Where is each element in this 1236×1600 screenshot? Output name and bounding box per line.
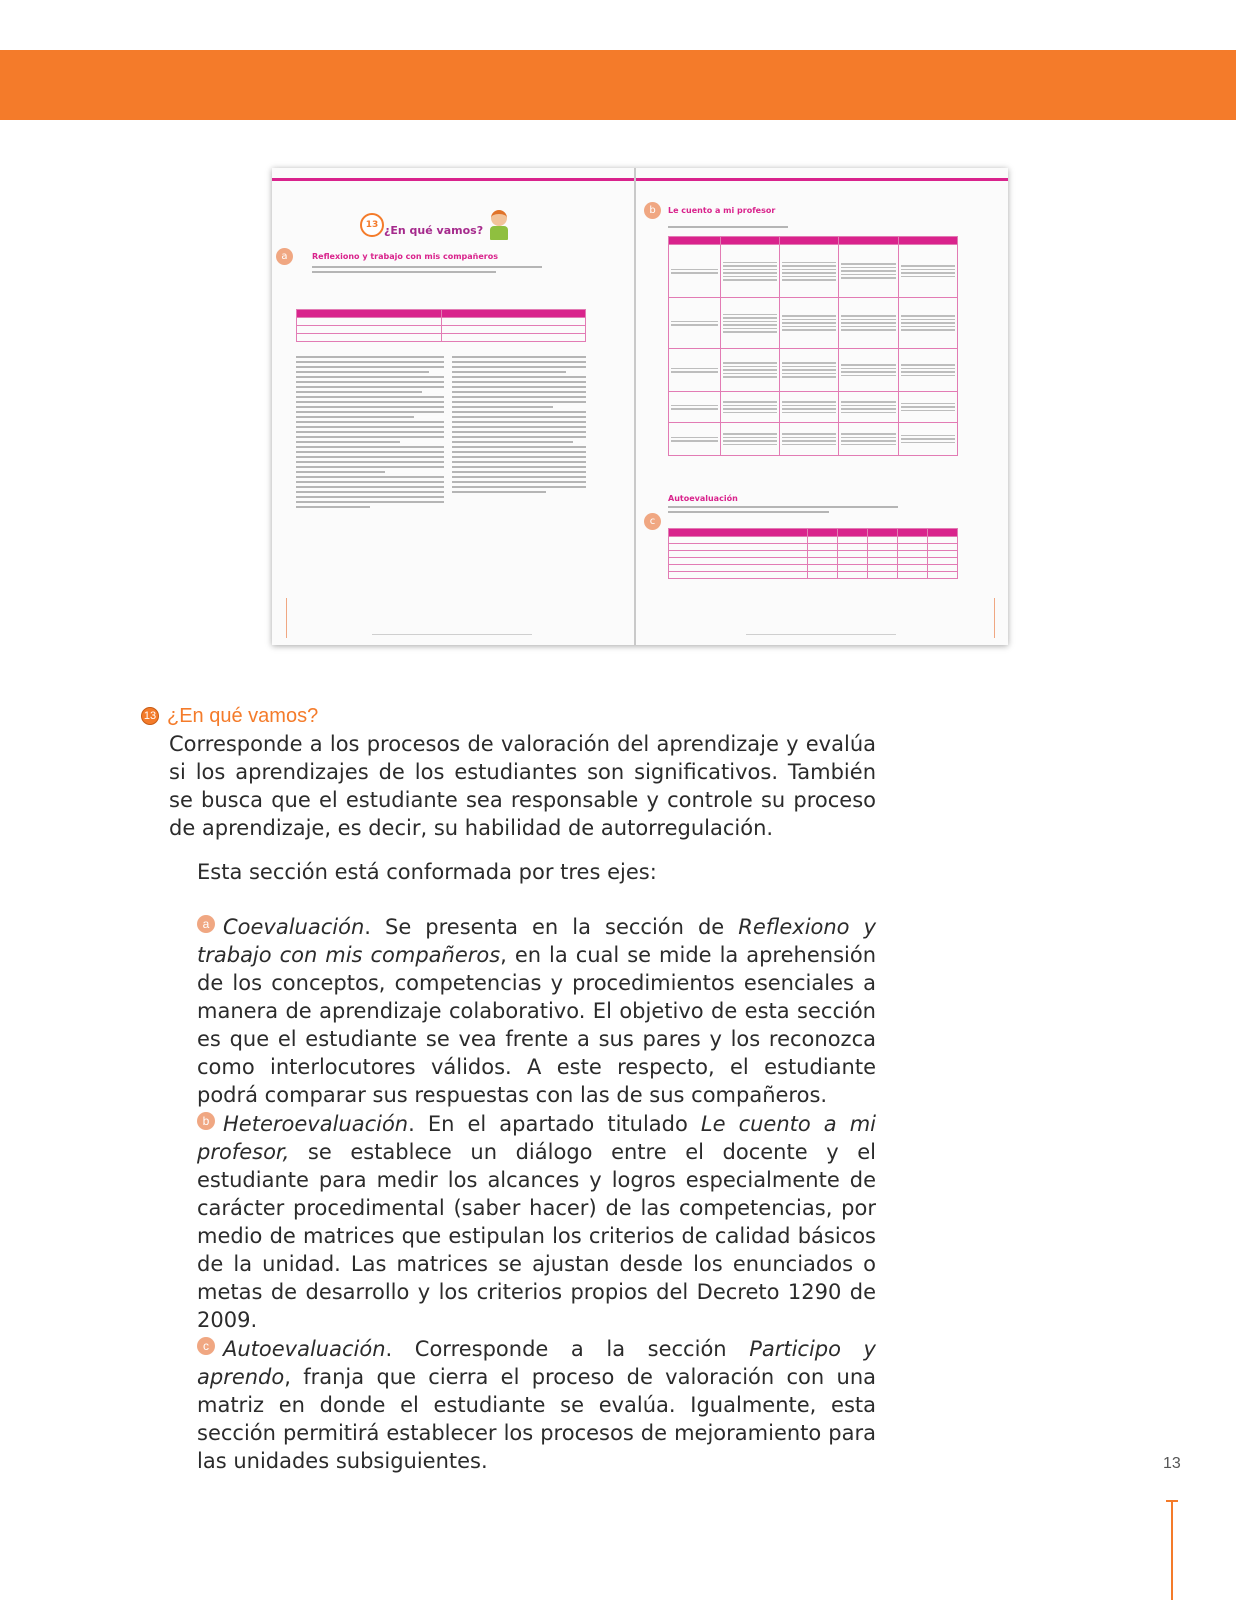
paragraph-text: , en la cual se mide la aprehensión de los conceptos, competencias y procedimientos esenciales a manera de aprendizaje colaborativo. El objetivo de esta sección es que el estudiante se vea frente a sus pares y los reconozca como interlocutores válidos. A este respecto, el estudiante podrá comparar sus respuestas con las de sus compañeros.: [197, 943, 877, 1107]
paragraph-text: . Se presenta en la sección de: [364, 915, 739, 939]
section-reference: Le cuento a mi profesor,: [197, 1112, 876, 1164]
badge-b: b: [197, 1112, 215, 1130]
thumbnail-right-footer: [746, 634, 896, 635]
heteroevaluacion-paragraph: [197, 1110, 876, 1334]
magenta-header-rule: [272, 178, 634, 181]
autoevaluacion-paragraph: [197, 1335, 876, 1475]
thumbnail-badge-a: a: [276, 248, 293, 265]
page-number: 13: [1163, 1455, 1181, 1472]
paragraph-text: . Corresponde a la sección: [385, 1337, 750, 1361]
heteroevaluacion-term: Heteroevaluación: [223, 1112, 409, 1136]
page-edge-rule: [1171, 1500, 1173, 1600]
section-number-badge: 13: [141, 707, 159, 725]
thumbnail-right-subtitle: Le cuento a mi profesor: [668, 206, 776, 215]
section-title: ¿En qué vamos?: [167, 704, 319, 727]
cartoon-kid-illustration: [488, 210, 510, 240]
thumbnail-left-column-text: [296, 356, 444, 511]
section-heading: [141, 702, 318, 730]
thumbnail-instruction-lines: [312, 266, 542, 276]
thumbnail-left-table: [296, 309, 586, 342]
thumbnail-autoevaluacion-title: Autoevaluación: [668, 494, 738, 503]
section-reference: Reflexiono y trabajo con mis compañeros: [197, 915, 876, 967]
coevaluacion-paragraph: [197, 913, 876, 1109]
section-reference: Participo y aprendo: [197, 1337, 876, 1389]
thumbnail-autoevaluacion-text: [668, 506, 898, 516]
paragraph-text: , franja que cierra el proceso de valoración con una matriz en donde el estudiante se evalúa. Igualmente, esta sección permitirá establecer los procesos de mejoramiento para las unidades subsiguientes.: [197, 1365, 876, 1473]
thumbnail-left-page: [272, 168, 634, 645]
autoevaluacion-term: Autoevaluación: [223, 1337, 386, 1361]
thumbnail-right-page: [636, 168, 1008, 645]
thumbnail-self-eval-table: [668, 528, 958, 579]
thumbnail-right-column-text: [452, 356, 586, 496]
coevaluacion-term: Coevaluación: [223, 915, 365, 939]
thumbnail-left-footer: [372, 634, 532, 635]
axes-intro-paragraph: Esta sección está conformada por tres ejes:: [197, 860, 657, 884]
magenta-header-rule: [636, 178, 1008, 181]
top-orange-band: [0, 50, 1236, 120]
section-intro-paragraph: Corresponde a los procesos de valoración del aprendizaje y evalúa si los aprendizajes de los estudiantes son significativos. También se busca que el estudiante sea responsable y controle su proceso de aprendizaje, es decir, su habilidad de autorregulación.: [169, 732, 876, 840]
thumbnail-left-margin-rule: [286, 598, 287, 638]
badge-c: c: [197, 1337, 215, 1355]
thumbnail-left-title: ¿En qué vamos?: [384, 224, 484, 237]
thumbnail-badge-c: c: [644, 513, 661, 530]
thumbnail-badge-b: b: [644, 202, 661, 219]
paragraph-text: . En el apartado titulado: [408, 1112, 701, 1136]
thumbnail-right-margin-rule: [994, 598, 995, 638]
badge-a: a: [197, 915, 215, 933]
thumbnail-section-number: 13: [360, 213, 384, 237]
book-spread-thumbnail: [272, 168, 1008, 645]
thumbnail-rubric-table: [668, 236, 958, 456]
thumbnail-left-subtitle: Reflexiono y trabajo con mis compañeros: [312, 252, 498, 261]
thumbnail-table-caption: [668, 226, 788, 231]
paragraph-text: se establece un diálogo entre el docente y el estudiante para medir los alcances y logros especialmente de carácter procedimental (saber hacer) de las competencias, por medio de matrices que estipulan los criterios de calidad básicos de la unidad. Las matrices se ajustan desde los enunciados o metas de desarrollo y los criterios propios del Decreto 1290 de 2009.: [197, 1140, 876, 1332]
